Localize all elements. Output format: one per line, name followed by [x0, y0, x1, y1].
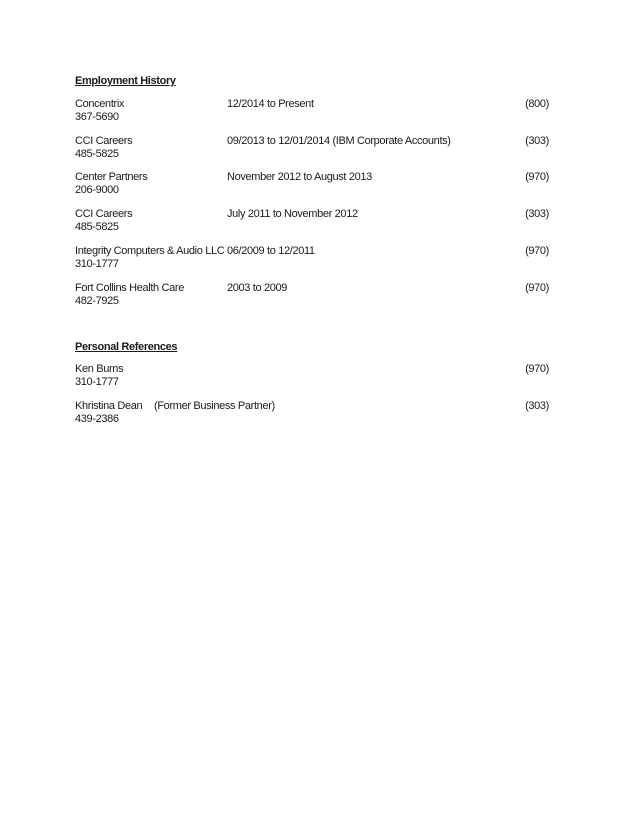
employment-dates: 12/2014 to Present	[227, 98, 314, 110]
phone-area-code: (970)	[525, 363, 549, 375]
personal-references-heading: Personal References	[75, 341, 178, 353]
employment-entry	[75, 245, 555, 275]
phone-area-code: (970)	[525, 282, 549, 294]
employment-dates: July 2011 to November 2012	[227, 208, 358, 220]
employment-dates: 06/2009 to 12/2011	[227, 245, 315, 257]
phone-area-code: (303)	[525, 135, 549, 147]
phone-number: 206-9000	[75, 184, 119, 196]
reference-note: (Former Business Partner)	[154, 400, 275, 412]
phone-number: 439-2386	[75, 413, 119, 425]
reference-entry	[75, 400, 555, 430]
employment-entry	[75, 98, 555, 128]
employment-entry	[75, 171, 555, 201]
employer-name: Integrity Computers & Audio LLC	[75, 245, 225, 257]
employer-name: Concentrix	[75, 98, 125, 110]
phone-number: 310-1777	[75, 376, 119, 388]
employment-dates: 2003 to 2009	[227, 282, 288, 294]
phone-number: 482-7925	[75, 295, 119, 307]
employment-entry	[75, 208, 555, 238]
phone-number: 367-5690	[75, 111, 119, 123]
reference-name: Ken Burns	[75, 363, 124, 375]
reference-entry	[75, 363, 555, 393]
employer-name: Center Partners	[75, 171, 148, 183]
phone-area-code: (970)	[525, 171, 549, 183]
employer-name: Fort Collins Health Care	[75, 282, 184, 294]
phone-area-code: (800)	[525, 98, 549, 110]
employment-entry	[75, 135, 555, 165]
employer-name: CCI Careers	[75, 135, 133, 147]
phone-number: 310-1777	[75, 258, 119, 270]
phone-area-code: (970)	[525, 245, 549, 257]
phone-number: 485-5825	[75, 148, 119, 160]
reference-name: Khristina Dean	[75, 400, 143, 412]
employment-dates: 09/2013 to 12/01/2014 (IBM Corporate Accounts)	[227, 135, 451, 147]
employment-history-heading: Employment History	[75, 75, 176, 87]
employer-name: CCI Careers	[75, 208, 133, 220]
phone-area-code: (303)	[525, 208, 549, 220]
employment-dates: November 2012 to August 2013	[227, 171, 372, 183]
phone-number: 485-5825	[75, 221, 119, 233]
phone-area-code: (303)	[525, 400, 549, 412]
employment-entry	[75, 282, 555, 312]
